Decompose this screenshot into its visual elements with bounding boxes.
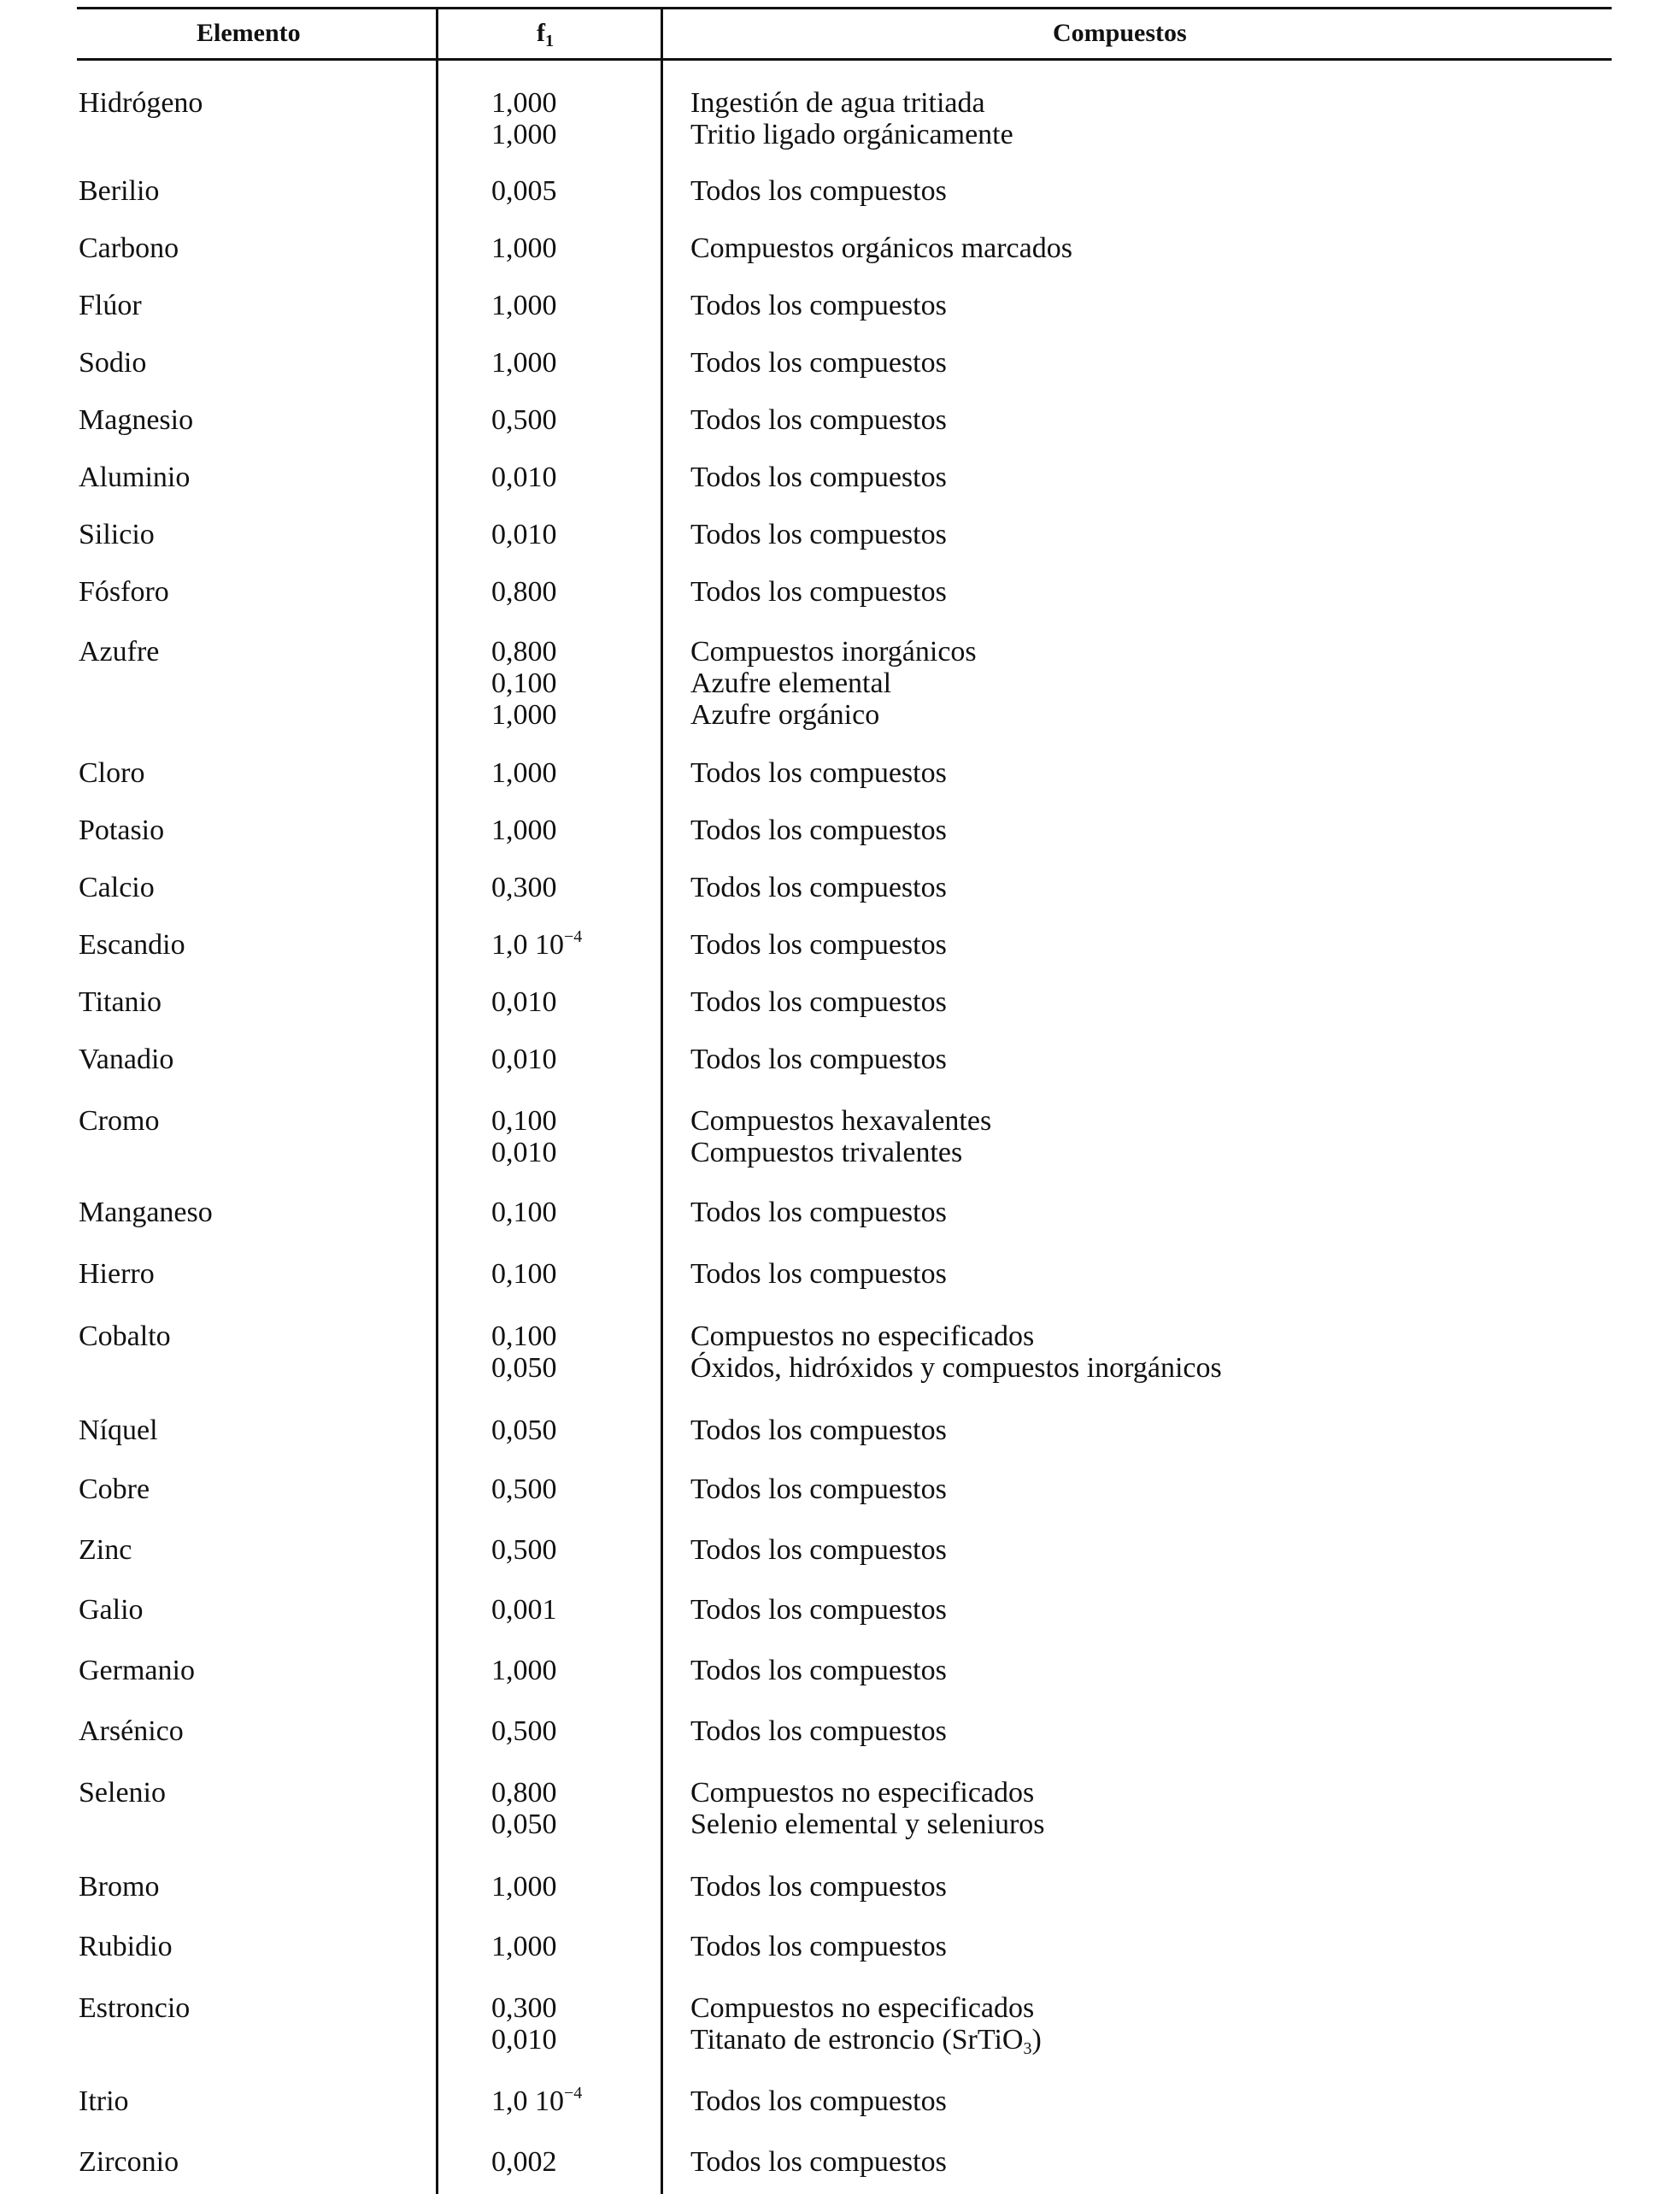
compound-description: Todos los compuestos xyxy=(690,2085,947,2117)
f1-value: 0,010 xyxy=(491,519,557,550)
f1-values xyxy=(491,1534,557,1566)
header-rule xyxy=(77,58,1612,61)
compound-description: Óxidos, hidróxidos y compuestos inorgánicos xyxy=(690,1352,1222,1384)
f1-value xyxy=(491,2085,582,2117)
compound-description: Todos los compuestos xyxy=(690,1197,947,1228)
compound-description: Compuestos no especificados xyxy=(690,1321,1035,1352)
f1-values xyxy=(491,757,557,789)
f1-values xyxy=(491,462,557,493)
compound-description: Todos los compuestos xyxy=(690,2146,947,2178)
compound-description: Azufre elemental xyxy=(690,668,892,699)
compound-description: Compuestos no especificados xyxy=(690,1777,1035,1809)
f1-value: 1,000 xyxy=(491,1931,557,1962)
compound-description: Todos los compuestos xyxy=(690,462,947,493)
element-name: Escandio xyxy=(79,929,185,961)
compound-description: Todos los compuestos xyxy=(690,1715,947,1747)
f1-exponent: −4 xyxy=(564,2084,583,2103)
f1-values xyxy=(491,1594,557,1626)
f1-values xyxy=(491,1258,557,1290)
element-name: Carbono xyxy=(79,232,179,264)
f1-value: 0,500 xyxy=(491,1715,557,1747)
compound-description xyxy=(690,2024,1042,2056)
compound-list xyxy=(690,1715,947,1747)
compound-list xyxy=(690,87,1013,150)
f1-value: 0,010 xyxy=(491,1137,557,1168)
element-name: Selenio xyxy=(79,1777,166,1809)
compound-description: Compuestos no especificados xyxy=(690,1992,1035,2024)
compound-list xyxy=(690,1931,947,1962)
f1-values xyxy=(491,576,557,608)
element-name: Rubidio xyxy=(79,1931,173,1962)
element-name: Bromo xyxy=(79,1871,160,1903)
compound-description: Compuestos orgánicos marcados xyxy=(690,232,1072,264)
compound-description: Selenio elemental y seleniuros xyxy=(690,1809,1045,1840)
compound-subscript: 3 xyxy=(1023,2039,1032,2058)
compound-list xyxy=(690,872,947,903)
compound-description: Todos los compuestos xyxy=(690,1871,947,1903)
f1-value: 0,800 xyxy=(491,576,557,608)
compound-list xyxy=(690,815,947,846)
element-name: Azufre xyxy=(79,636,160,668)
compound-description: Todos los compuestos xyxy=(690,1534,947,1566)
element-name: Arsénico xyxy=(79,1715,184,1747)
f1-base: 1,0 10 xyxy=(491,2085,564,2117)
f1-values xyxy=(491,347,557,379)
f1-value: 0,050 xyxy=(491,1415,557,1446)
element-name: Sodio xyxy=(79,347,147,379)
element-name: Cloro xyxy=(79,757,145,789)
element-name: Zirconio xyxy=(79,2146,179,2178)
f1-values xyxy=(491,1473,557,1505)
f1-values xyxy=(491,1777,557,1840)
f1-values xyxy=(491,175,557,207)
f1-values xyxy=(491,1197,557,1228)
f1-value: 1,000 xyxy=(491,1655,557,1686)
compound-description: Ingestión de agua tritiada xyxy=(690,87,985,119)
compound-description: Compuestos hexavalentes xyxy=(690,1105,992,1137)
compound-description: Azufre orgánico xyxy=(690,699,880,731)
f1-value: 1,000 xyxy=(491,87,557,119)
compound-list xyxy=(690,347,947,379)
compound-description: Todos los compuestos xyxy=(690,1415,947,1446)
f1-value: 1,000 xyxy=(491,699,557,731)
compound-description: Todos los compuestos xyxy=(690,1931,947,1962)
element-name: Titanio xyxy=(79,986,162,1018)
f1-base: 1,0 10 xyxy=(491,929,564,961)
element-name: Potasio xyxy=(79,815,165,846)
f1-value: 0,100 xyxy=(491,668,557,699)
compound-list xyxy=(690,1044,947,1075)
element-name: Vanadio xyxy=(79,1044,174,1075)
compound-description: Compuestos inorgánicos xyxy=(690,636,977,668)
f1-values xyxy=(491,1321,557,1384)
f1-value: 1,000 xyxy=(491,815,557,846)
compound-list xyxy=(690,1871,947,1903)
f1-value: 0,010 xyxy=(491,1044,557,1075)
compound-description: Todos los compuestos xyxy=(690,815,947,846)
f1-value: 0,050 xyxy=(491,1352,557,1384)
header-f1-subscript: 1 xyxy=(545,32,554,50)
element-name: Flúor xyxy=(79,290,142,321)
compound-list xyxy=(690,1992,1042,2056)
compound-description: Todos los compuestos xyxy=(690,929,947,961)
f1-value: 0,050 xyxy=(491,1809,557,1840)
compound-description: Todos los compuestos xyxy=(690,175,947,207)
header-compounds: Compuestos xyxy=(1053,19,1187,47)
f1-values xyxy=(491,232,557,264)
compound-description: Todos los compuestos xyxy=(690,576,947,608)
f1-exponent: −4 xyxy=(564,927,583,946)
f1-values xyxy=(491,290,557,321)
f1-value: 0,300 xyxy=(491,1992,557,2024)
element-name: Magnesio xyxy=(79,404,194,436)
f1-value: 0,100 xyxy=(491,1321,557,1352)
f1-value: 1,000 xyxy=(491,1871,557,1903)
element-name: Níquel xyxy=(79,1415,158,1446)
compound-base: Titanato de estroncio (SrTiO xyxy=(690,2024,1024,2056)
compound-list xyxy=(690,290,947,321)
compound-tail: ) xyxy=(1031,2024,1042,2056)
element-name: Galio xyxy=(79,1594,144,1626)
f1-values xyxy=(491,404,557,436)
compound-description: Todos los compuestos xyxy=(690,404,947,436)
element-name: Cromo xyxy=(79,1105,160,1137)
f1-values xyxy=(491,519,557,550)
f1-values xyxy=(491,1715,557,1747)
compound-list xyxy=(690,1473,947,1505)
f1-values xyxy=(491,1871,557,1903)
f1-value: 0,100 xyxy=(491,1105,557,1137)
f1-value: 0,001 xyxy=(491,1594,557,1626)
compound-description: Compuestos trivalentes xyxy=(690,1137,963,1168)
top-rule xyxy=(77,7,1612,9)
compound-list xyxy=(690,757,947,789)
f1-value: 0,800 xyxy=(491,1777,557,1809)
element-name: Zinc xyxy=(79,1534,132,1566)
element-name: Aluminio xyxy=(79,462,191,493)
compound-description: Todos los compuestos xyxy=(690,872,947,903)
compound-list xyxy=(690,1777,1045,1840)
column-divider-1 xyxy=(436,7,438,2194)
compound-list xyxy=(690,1197,947,1228)
f1-value: 0,500 xyxy=(491,1534,557,1566)
compound-list xyxy=(690,1594,947,1626)
compound-list xyxy=(690,1258,947,1290)
compound-description: Todos los compuestos xyxy=(690,1594,947,1626)
element-name: Cobre xyxy=(79,1473,150,1505)
f1-value: 0,010 xyxy=(491,986,557,1018)
element-name: Germanio xyxy=(79,1655,195,1686)
f1-value: 0,010 xyxy=(491,462,557,493)
compound-list xyxy=(690,986,947,1018)
element-name: Silicio xyxy=(79,519,155,550)
f1-values xyxy=(491,1931,557,1962)
f1-value: 0,800 xyxy=(491,636,557,668)
f1-value: 1,000 xyxy=(491,119,557,150)
f1-values xyxy=(491,929,582,961)
compound-description: Todos los compuestos xyxy=(690,1473,947,1505)
header-f1-symbol: f xyxy=(537,19,545,47)
compound-description: Todos los compuestos xyxy=(690,290,947,321)
compound-list xyxy=(690,462,947,493)
element-name: Cobalto xyxy=(79,1321,171,1352)
element-name: Fósforo xyxy=(79,576,169,608)
compound-list xyxy=(690,1321,1222,1384)
f1-values xyxy=(491,872,557,903)
compound-description: Todos los compuestos xyxy=(690,1655,947,1686)
f1-values xyxy=(491,2085,582,2117)
f1-values xyxy=(491,1105,557,1168)
compound-list xyxy=(690,232,1072,264)
compound-description: Todos los compuestos xyxy=(690,1044,947,1075)
f1-value: 1,000 xyxy=(491,232,557,264)
f1-value xyxy=(491,929,582,961)
compound-list xyxy=(690,175,947,207)
f1-values xyxy=(491,1992,557,2056)
compound-list xyxy=(690,1105,991,1168)
f1-value: 1,000 xyxy=(491,290,557,321)
element-name: Estroncio xyxy=(79,1992,191,2024)
compound-list xyxy=(690,1655,947,1686)
f1-values xyxy=(491,1044,557,1075)
f1-value: 0,500 xyxy=(491,404,557,436)
f1-value: 0,100 xyxy=(491,1258,557,1290)
compound-description: Todos los compuestos xyxy=(690,1258,947,1290)
element-name: Hidrógeno xyxy=(79,87,203,119)
compound-list xyxy=(690,2085,947,2117)
element-name: Berilio xyxy=(79,175,160,207)
header-element: Elemento xyxy=(197,19,301,47)
f1-value: 1,000 xyxy=(491,757,557,789)
f1-values xyxy=(491,2146,557,2178)
f1-values xyxy=(491,986,557,1018)
f1-value: 0,010 xyxy=(491,2024,557,2056)
f1-values xyxy=(491,1655,557,1686)
header-f1 xyxy=(537,19,554,48)
f1-values xyxy=(491,815,557,846)
compound-list xyxy=(690,1415,947,1446)
f1-value: 0,300 xyxy=(491,872,557,903)
compound-list xyxy=(690,929,947,961)
element-name: Hierro xyxy=(79,1258,155,1290)
f1-values xyxy=(491,87,557,150)
f1-value: 0,002 xyxy=(491,2146,557,2178)
f1-values xyxy=(491,1415,557,1446)
compound-description: Tritio ligado orgánicamente xyxy=(690,119,1013,150)
element-name: Itrio xyxy=(79,2085,129,2117)
compound-list xyxy=(690,636,977,731)
f1-value: 0,500 xyxy=(491,1473,557,1505)
compound-description: Todos los compuestos xyxy=(690,347,947,379)
element-name: Calcio xyxy=(79,872,155,903)
compound-description: Todos los compuestos xyxy=(690,986,947,1018)
f1-value: 0,005 xyxy=(491,175,557,207)
compound-list xyxy=(690,2146,947,2178)
element-name: Manganeso xyxy=(79,1197,213,1228)
f1-value: 0,100 xyxy=(491,1197,557,1228)
column-divider-2 xyxy=(661,7,663,2194)
compound-list xyxy=(690,404,947,436)
compound-list xyxy=(690,1534,947,1566)
compound-list xyxy=(690,519,947,550)
f1-values xyxy=(491,636,557,731)
compound-description: Todos los compuestos xyxy=(690,757,947,789)
compound-description: Todos los compuestos xyxy=(690,519,947,550)
compound-list xyxy=(690,576,947,608)
f1-value: 1,000 xyxy=(491,347,557,379)
